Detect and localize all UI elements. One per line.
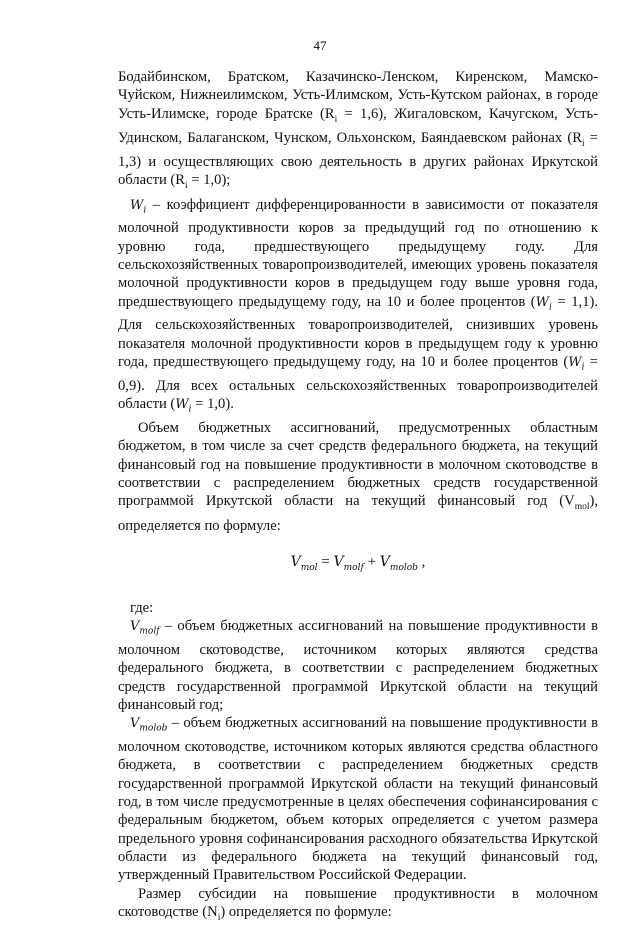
where-label: где: <box>130 599 154 616</box>
paragraph-subsidy-size: Размер субсидии на повышение продуктивности в молочном скотоводстве $(N_i)$ определяется по формуле: <box>118 885 598 923</box>
formula-vmol: $V_{mol} = V_{molf} + V_{molob}$ , <box>290 553 426 573</box>
paragraph-vmolob-definition: $V_{molob}$ – объем бюджетных ассигнований на повышение продуктивности в молочном скотоводстве, источником которых являются средства областного бюджета, в соответствии с распределением бюджетных средств государственной программой Иркутской области на текущий финансовый год, в том числе предусмотренные в целях обеспечения софинансирования с федеральным бюджетом, объем которых определяется с учетом размера предельного уровня софинансирования расходного обязательства Иркутской области из федерального бюджета на текущий финансовый год, утвержденный Правительством Российской Федерации. <box>118 715 598 884</box>
paragraph-vmolf-definition: $V_{molf}$ – объем бюджетных ассигнований на повышение продуктивности в молочном скотоводстве, источником которых являются средства федерального бюджета, в соответствии с распределением бюджетных средств государственной программой Иркутской области на текущий финансовый год; <box>118 618 598 713</box>
page-number: 47 <box>313 38 327 53</box>
document-body <box>118 68 598 927</box>
symbol-wi: $W_i$ <box>130 197 147 216</box>
paragraph-coefficient-w: $W_i$ – коэффициент дифференцированности в зависимости от показателя молочной продуктивности коров за предыдущий год по отношению к уровню года, предшествующего предыдущему году. Для сельскохозяйственных товаропроизводителей, имеющих уровень показателя молочной продуктивности коров в предыдущем году выше уровня года, предшествующего предыдущему году, на 10 и более процентов $(W_i = 1,1)$. Для сельскохозяйственных товаропроизводителей, снизивших уровень показателя молочной продуктивности коров в предыдущем году к уровню года, предшествующего предыдущему году, на 10 и более процентов $(W_i = 0,9)$. Для всех остальных сельскохозяйственных товаропроизводителей области $(W_i = 1,0)$. <box>118 196 599 415</box>
paragraph-districts: Бодайбинском, Братском, Казачинско-Ленском, Киренском, Мамско-Чуйском, Нижнеилимском, Усть-Илимском, Усть-Кутском районах, в городе Усть-Илимске, городе Братске $(R_i = 1,6)$, Жигаловском, Качугском, Усть-Удинском, Балаганском, Чунском, Ольхонском, Баяндаевском районах $(R_i = 1,3)$ и осуществляющих свою деятельность в других районах Иркутской области $(R_i = 1,0)$; <box>118 69 598 192</box>
paragraph-budget-volume: Объем бюджетных ассигнований, предусмотренных областным бюджетом, в том числе за счет средств федерального бюджета, на текущий финансовый год на повышение продуктивности в молочном скотоводстве в соответствии с распределением бюджетных средств государственной программой Иркутской области на текущий финансовый год $(V_{mol})$, определяется по формуле: <box>118 420 598 534</box>
